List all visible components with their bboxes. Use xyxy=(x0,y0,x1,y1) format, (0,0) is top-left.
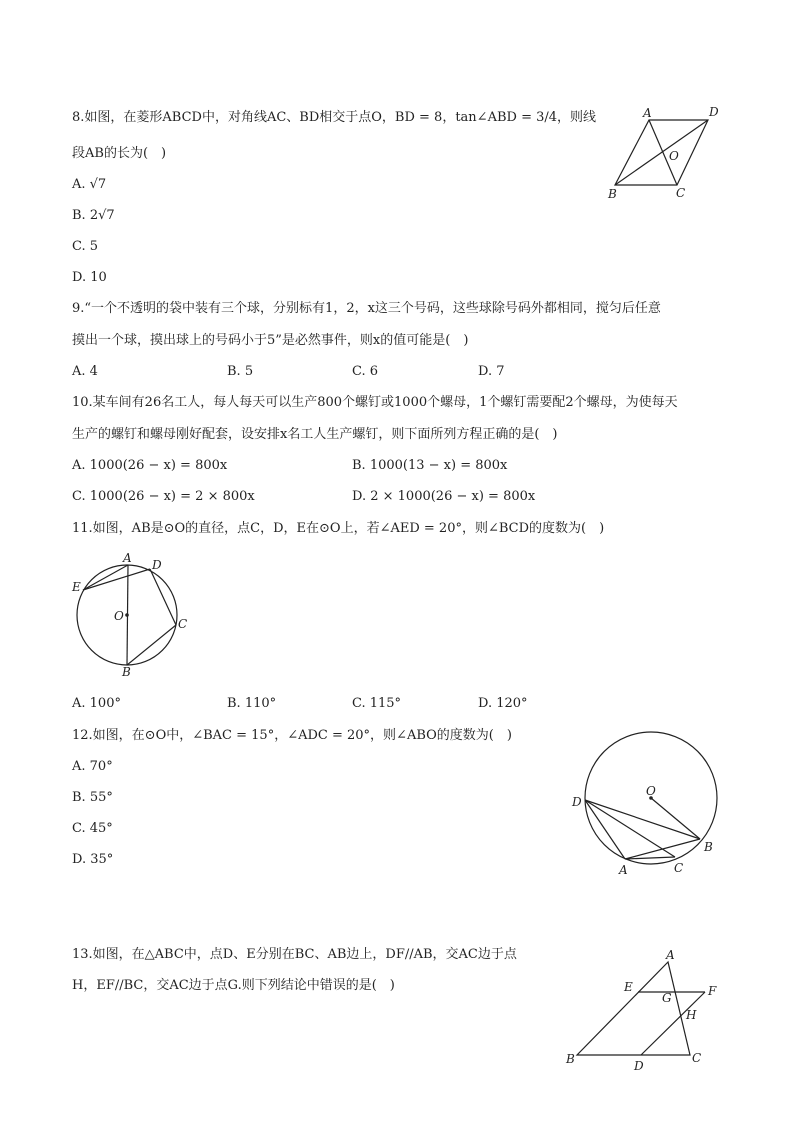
q8-option-c: C. 5 xyxy=(72,239,99,254)
q12-label-o: O xyxy=(646,784,656,798)
q11-label-d: D xyxy=(152,558,162,572)
q8-text-line2: 段AB的长为( ) xyxy=(72,146,167,161)
q9-option-d: D. 7 xyxy=(478,364,505,379)
q11-label-c: C xyxy=(178,617,188,631)
q11-option-d: D. 120° xyxy=(478,696,528,711)
q10-option-c: C. 1000(26 − x) = 2 × 800x xyxy=(72,489,255,504)
q9-text-line1: 9.“一个不透明的袋中装有三个球，分别标有1，2，x这三个号码，这些球除号码外都相同，搅匀后任意 xyxy=(72,301,661,316)
q11-label-o: O xyxy=(114,609,124,623)
q11-label-a: A xyxy=(123,551,132,565)
q13-label-a: A xyxy=(666,948,675,962)
q8-option-d: D. 10 xyxy=(72,270,107,285)
q12-option-c: C. 45° xyxy=(72,821,113,836)
q12-label-a: A xyxy=(619,863,628,877)
q13-label-e: E xyxy=(624,980,633,994)
q12-option-d: D. 35° xyxy=(72,852,114,867)
q10-option-d: D. 2 × 1000(26 − x) = 800x xyxy=(352,489,536,504)
q8-label-c: C xyxy=(676,186,686,200)
q12-label-b: B xyxy=(704,840,713,854)
q13-text-line1: 13.如图，在△ABC中，点D、E分别在BC、AB边上，DF//AB，交AC边于点 xyxy=(72,947,517,962)
q9-option-c: C. 6 xyxy=(352,364,379,379)
q8-label-b: B xyxy=(608,187,617,201)
q9-option-a: A. 4 xyxy=(72,364,98,379)
q11-label-e: E xyxy=(72,580,81,594)
q11-option-c: C. 115° xyxy=(352,696,402,711)
q8-option-b: B. 2√7 xyxy=(72,208,115,223)
q13-label-g: G xyxy=(662,991,672,1005)
q13-label-d: D xyxy=(634,1059,644,1073)
q13-label-c: C xyxy=(692,1051,702,1065)
q10-text-line2: 生产的螺钉和螺母刚好配套，设安排x名工人生产螺钉，则下面所列方程正确的是( ) xyxy=(72,427,558,442)
q12-label-d: D xyxy=(572,795,582,809)
q13-text-line2: H，EF//BC，交AC边于点G.则下列结论中错误的是( ) xyxy=(72,978,395,993)
q11-label-b: B xyxy=(122,665,131,679)
q13-label-h: H xyxy=(686,1008,697,1022)
q10-text-line1: 10.某车间有26名工人，每人每天可以生产800个螺钉或1000个螺母，1个螺钉需要配2个螺母，为使每天 xyxy=(72,395,678,410)
q8-label-d: D xyxy=(709,105,719,119)
q13-label-f: F xyxy=(708,984,717,998)
q12-label-c: C xyxy=(674,861,684,875)
q10-option-b: B. 1000(13 − x) = 800x xyxy=(352,458,508,473)
q12-text-line1: 12.如图，在⊙O中，∠BAC = 15°，∠ADC = 20°，则∠ABO的度数为( ) xyxy=(72,728,512,743)
q13-label-b: B xyxy=(566,1052,575,1066)
q11-text-line1: 11.如图，AB是⊙O的直径，点C，D，E在⊙O上，若∠AED = 20°，则∠BCD的度数为( ) xyxy=(72,521,605,536)
q10-option-a: A. 1000(26 − x) = 800x xyxy=(72,458,228,473)
q11-option-b: B. 110° xyxy=(227,696,277,711)
q8-label-a: A xyxy=(643,106,652,120)
q12-option-a: A. 70° xyxy=(72,759,113,774)
q8-label-o: O xyxy=(669,149,679,163)
q9-text-line2: 摸出一个球，摸出球上的号码小于5”是必然事件，则x的值可能是( ) xyxy=(72,333,469,348)
q8-option-a: A. √7 xyxy=(72,177,107,192)
q11-option-a: A. 100° xyxy=(72,696,121,711)
q12-option-b: B. 55° xyxy=(72,790,113,805)
q8-text-line1: 8.如图，在菱形ABCD中，对角线AC、BD相交于点O，BD = 8，tan∠ABD = 3/4，则线 xyxy=(72,110,597,125)
q9-option-b: B. 5 xyxy=(227,364,254,379)
